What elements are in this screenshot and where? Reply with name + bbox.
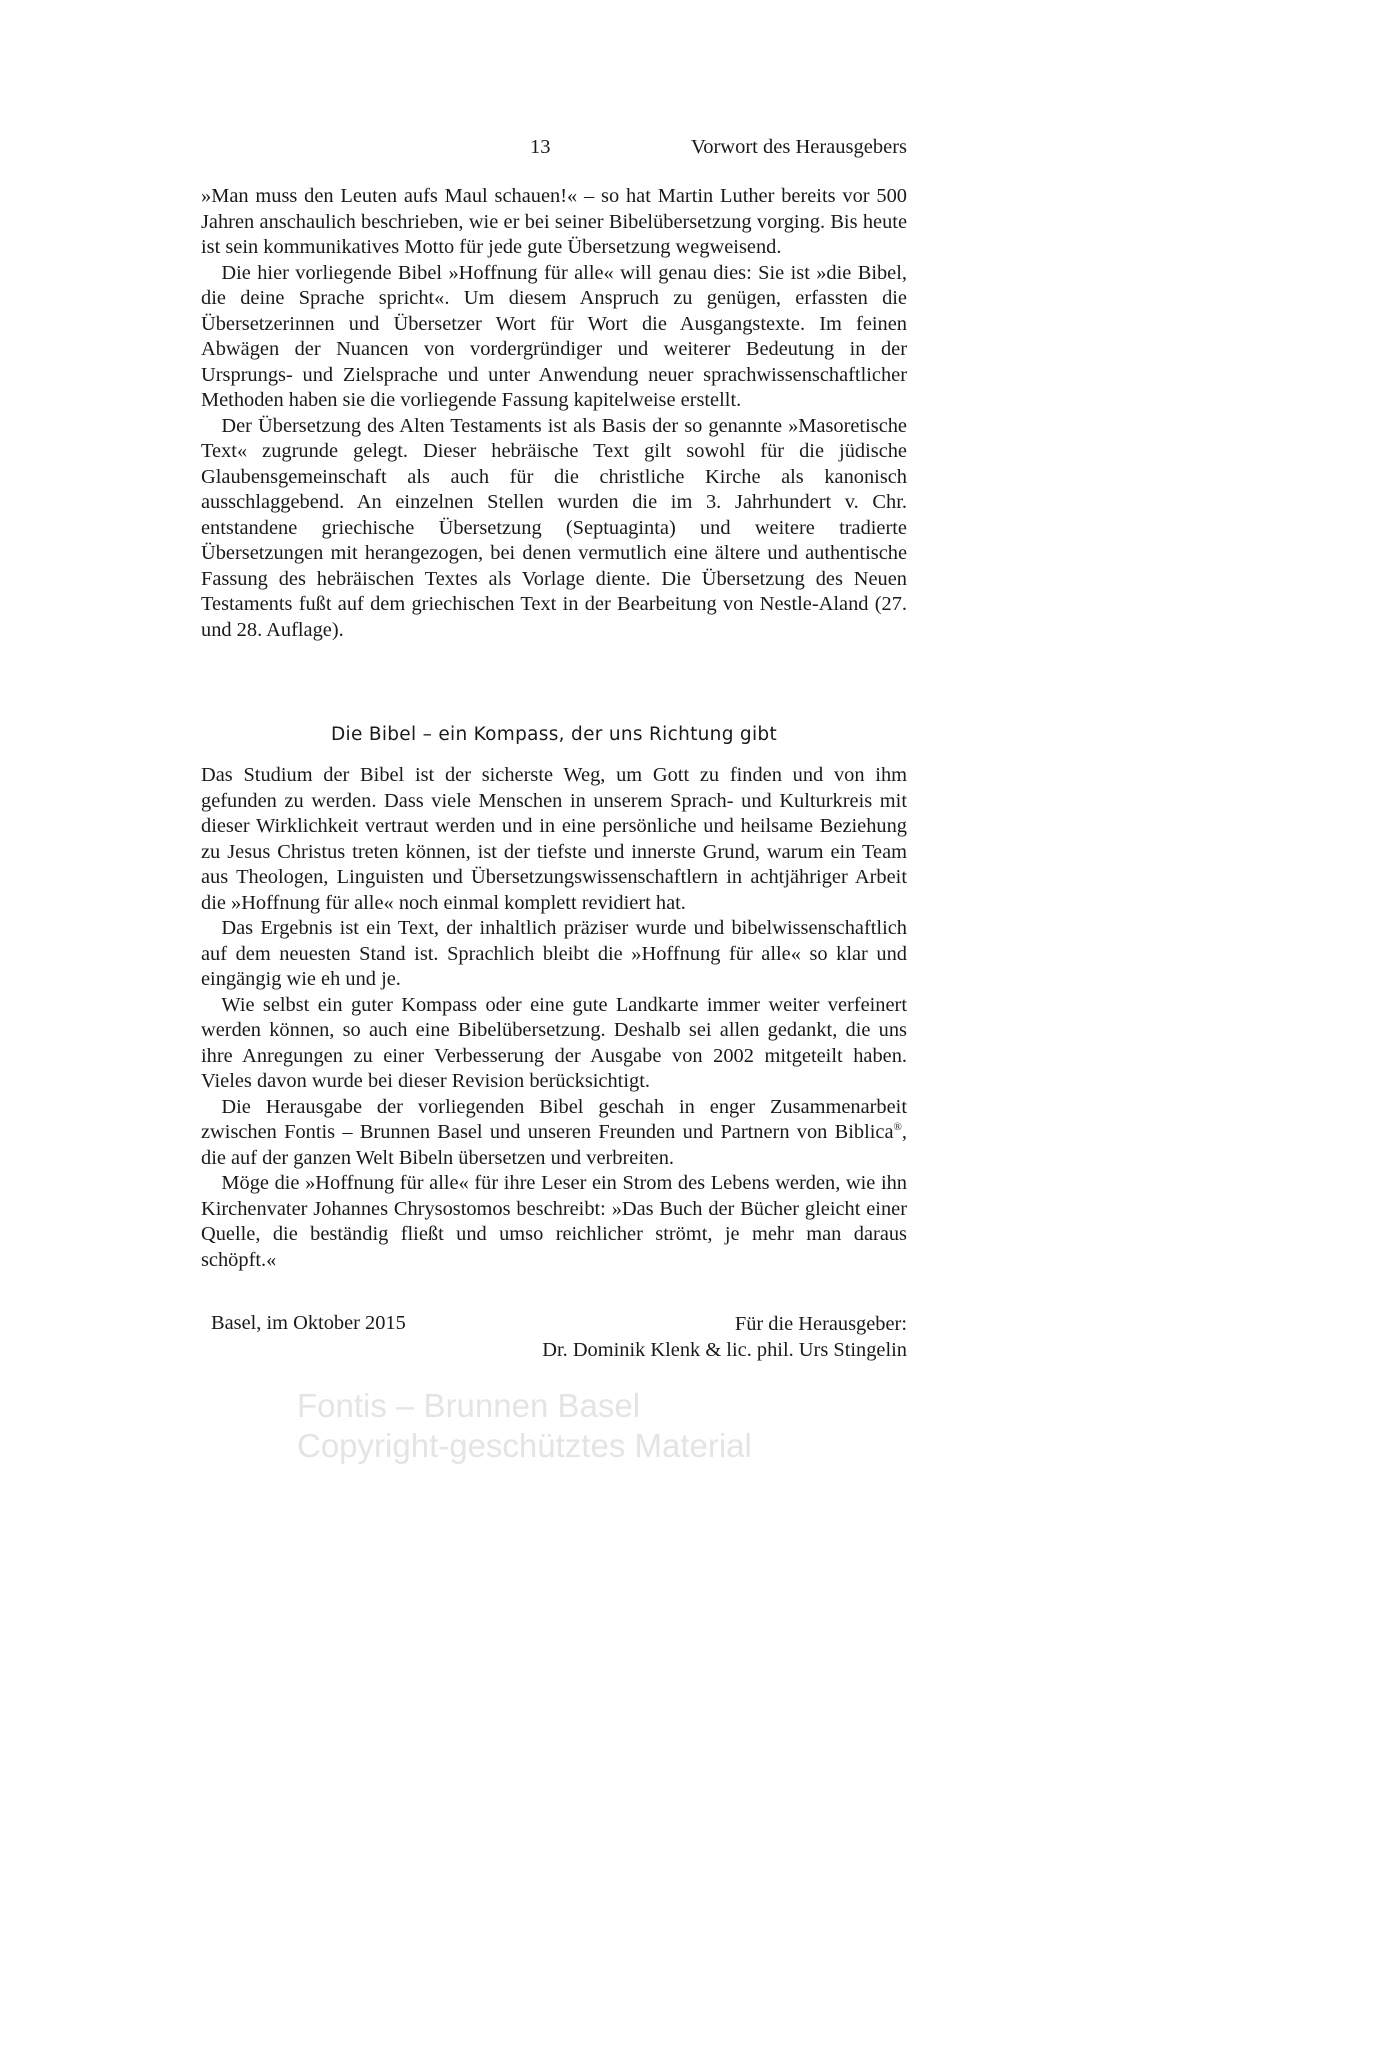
signature-block (542, 1312, 907, 1363)
page-number: 13 (530, 136, 551, 158)
watermark-line: Copyright-geschütztes Material (297, 1427, 752, 1464)
copyright-watermark (297, 1386, 752, 1466)
paragraph-text: Die Herausgabe der vorliegenden Bibel geschah in enger Zusammenarbeit zwischen Fontis – Brunnen Basel und unseren Freunden und Partnern von Biblica (201, 1095, 907, 1143)
paragraph: Wie selbst ein guter Kompass oder eine gute Landkarte immer weiter verfeinert werden können, so auch eine Bibelübersetzung. Deshalb sei allen gedankt, die uns ihre Anregungen zu einer Verbesserung der Ausgabe von 2002 mitgeteilt haben. Vieles davon wurde bei dieser Revision berücksichtigt. (201, 993, 907, 1092)
signature-place-date: Basel, im Oktober 2015 (211, 1312, 406, 1334)
paragraph: »Man muss den Leuten aufs Maul schauen!« – so hat Martin Luther bereits vor 500 Jahren anschaulich beschrieben, wie er bei seiner Bibelübersetzung vorging. Bis heute ist sein kommunikatives Motto für jede gute Übersetzung wegweisend. (201, 185, 907, 258)
section-heading: Die Bibel – ein Kompass, der uns Richtung gibt (330, 724, 778, 745)
paragraph: Der Übersetzung des Alten Testaments ist als Basis der so genannte »Masoretische Text« zugrunde gelegt. Dieser hebräische Text gilt sowohl für die jüdische Glaubensgemeinschaft als auch für die christliche Kirche als kanonisch ausschlaggebend. An einzelnen Stellen wurden die im 3. Jahrhundert v. Chr. entstandene griechische Übersetzung (Septuaginta) und weitere tradierte Übersetzungen mit herangezogen, bei denen vermutlich eine ältere und authentische Fassung des hebräischen Textes als Vorlage diente. Die Übersetzung des Neuen Testaments fußt auf dem griechischen Text in der Bearbeitung von Nestle-Aland (27. und 28. Auflage). (201, 414, 907, 641)
intro-text (201, 184, 907, 643)
paragraph: Das Studium der Bibel ist der sicherste Weg, um Gott zu finden und von ihm gefunden zu werden. Dass viele Menschen in unserem Sprach- und Kulturkreis mit dieser Wirklichkeit vertraut werden und in eine persönliche und heilsame Beziehung zu Jesus Christus treten können, ist der tiefste und innerste Grund, warum ein Team aus Theologen, Linguisten und Übersetzungswissenschaftlern in achtjähriger Arbeit die »Hoffnung für alle« noch einmal komplett revidiert hat. (201, 764, 907, 914)
paragraph (201, 1095, 907, 1172)
signature-label: Für die Herausgeber: (734, 1313, 907, 1335)
page-header (201, 136, 907, 162)
paragraph: Möge die »Hoffnung für alle« für ihre Leser ein Strom des Lebens werden, wie ihn Kirchenvater Johannes Chrysostomos beschreibt: »Das Buch der Bücher gleicht einer Quelle, die beständig fließt und umso reichlicher strömt, je mehr man daraus schöpft.« (201, 1172, 907, 1271)
running-head: Vorwort des Herausgebers (691, 136, 907, 158)
section-text (201, 763, 907, 1273)
watermark-line: Fontis – Brunnen Basel (297, 1387, 641, 1424)
paragraph: Die hier vorliegende Bibel »Hoffnung für alle« will genau dies: Sie ist »die Bibel, die deine Sprache spricht«. Um diesem Anspruch zu genügen, erfassten die Übersetzerinnen und Übersetzer Wort für Wort die Ausgangstexte. Im feinen Abwägen der Nuancen von vordergründiger und weiterer Bedeutung in der Ursprungs- und Zielsprache und unter Anwendung neuer sprachwissenschaftlicher Methoden haben sie die vorliegende Fassung kapitelweise erstellt. (201, 261, 907, 411)
registered-mark: ® (893, 1121, 902, 1134)
paragraph-text: , die auf der ganzen Welt Bibeln übersetzen und verbreiten. (201, 1121, 907, 1169)
signature-names: Dr. Dominik Klenk & lic. phil. Urs Stingelin (542, 1338, 907, 1361)
paragraph: Das Ergebnis ist ein Text, der inhaltlich präziser wurde und bibelwissenschaftlich auf dem neuesten Stand ist. Sprachlich bleibt die »Hoffnung für alle« so klar und eingängig wie eh und je. (201, 917, 907, 990)
